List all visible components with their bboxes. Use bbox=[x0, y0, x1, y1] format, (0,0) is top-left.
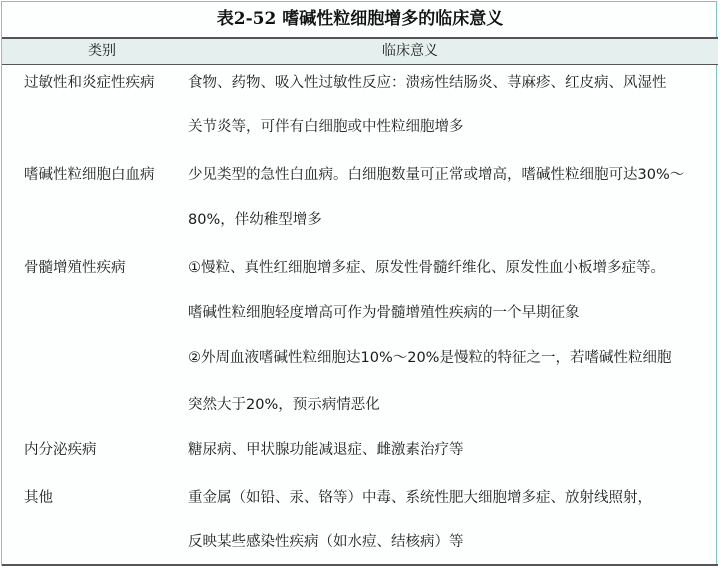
header-category: 类别 bbox=[88, 43, 116, 59]
row-text-line: 嗜碱性粒细胞轻度增高可作为骨髓增殖性疾病的一个早期征象 bbox=[188, 305, 580, 321]
row-text-line: 关节炎等，可伴有白细胞或中性粒细胞增多 bbox=[188, 119, 464, 135]
row-category: 嗜碱性粒细胞白血病 bbox=[24, 167, 155, 183]
row-category: 其他 bbox=[24, 490, 53, 506]
table-frame bbox=[1, 1, 717, 566]
row-text-line: 食物、药物、吸入性过敏性反应：溃疡性结肠炎、荨麻疹、红皮病、风湿性 bbox=[188, 75, 667, 91]
row-text-line: 突然大于20%，预示病情恶化 bbox=[188, 397, 380, 413]
table-title: 表2-52 嗜碱性粒细胞增多的临床意义 bbox=[216, 9, 504, 29]
row-text-line: ②外周血液嗜碱性粒细胞达10%～20%是慢粒的特征之一，若嗜碱性粒细胞 bbox=[188, 350, 672, 366]
row-text-line: 80%，伴幼稚型增多 bbox=[188, 212, 322, 228]
row-category: 骨髓增殖性疾病 bbox=[24, 260, 126, 276]
table-header bbox=[2, 37, 718, 65]
row-category: 过敏性和炎症性疾病 bbox=[24, 75, 155, 91]
row-category: 内分泌疾病 bbox=[24, 442, 97, 458]
row-text-line: 反映某些感染性疾病（如水痘、结核病）等 bbox=[188, 534, 464, 550]
row-text-line: 重金属（如铅、汞、铬等）中毒、系统性肥大细胞增多症、放射线照射， bbox=[188, 490, 652, 506]
row-text-line: ①慢粒、真性红细胞增多症、原发性骨髓纤维化、原发性血小板增多症等。 bbox=[188, 260, 665, 276]
row-text-line: 少见类型的急性白血病。白细胞数量可正常或增高，嗜碱性粒细胞可达30%～ bbox=[188, 167, 685, 183]
row-text-line: 糖尿病、甲状腺功能减退症、雌激素治疗等 bbox=[188, 442, 464, 458]
table-bottom-rule bbox=[2, 564, 718, 566]
header-significance: 临床意义 bbox=[382, 43, 438, 59]
